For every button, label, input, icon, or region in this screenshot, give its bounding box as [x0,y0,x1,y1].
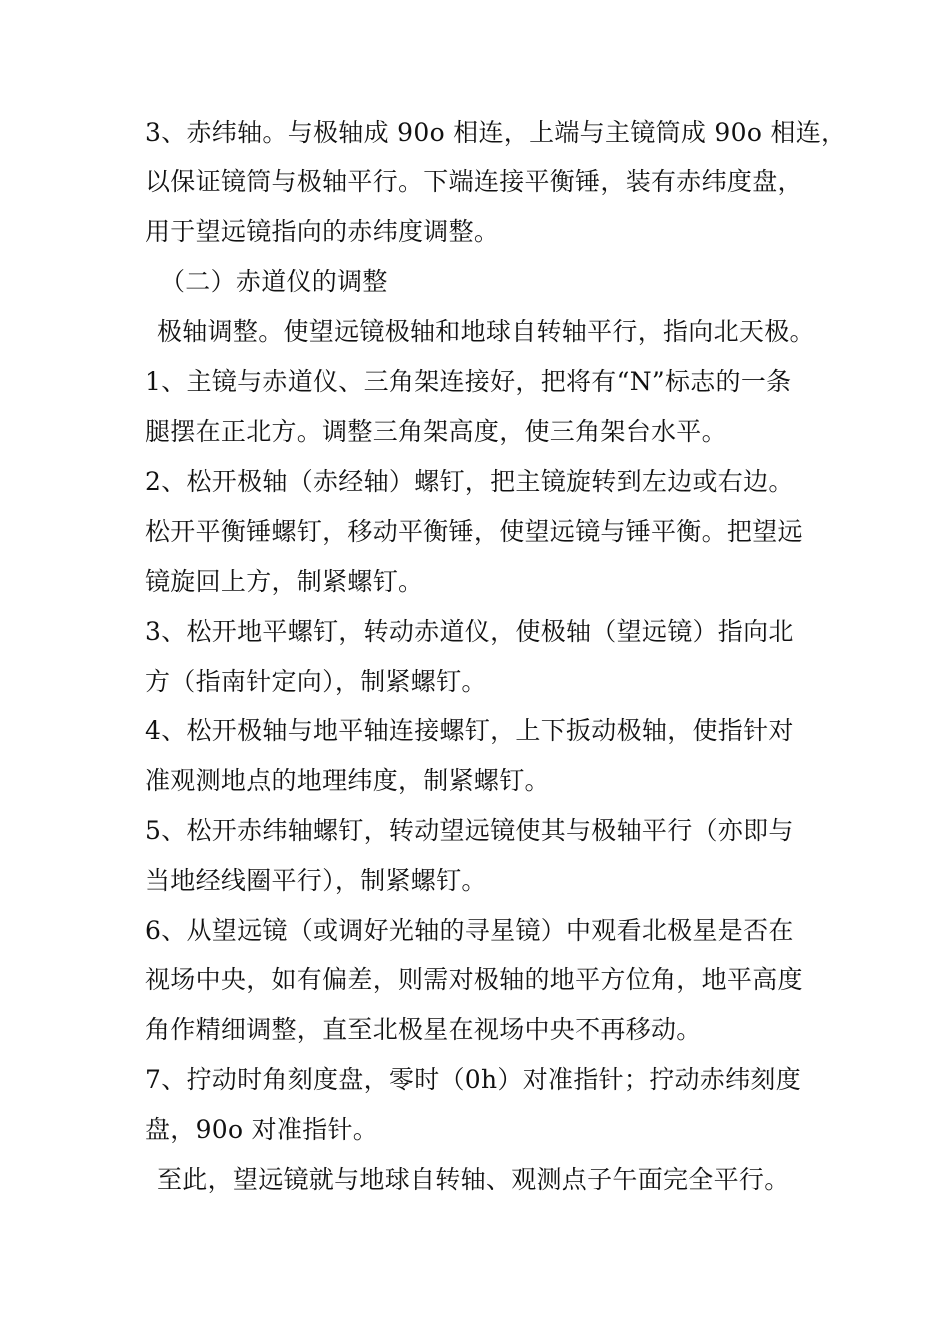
text-line-5: 极轴调整。使望远镜极轴和地球自转轴平行，指向北天极。 [157,317,815,346]
text-line-16: 当地经线圈平行），制紧螺钉。 [145,866,487,895]
text-line-9: 松开平衡锤螺钉，移动平衡锤，使望远镜与锤平衡。把望远 [145,517,803,546]
text-line-1: 3、赤纬轴。与极轴成 90o 相连，上端与主镜筒成 90o 相连， [145,118,847,147]
text-line-8: 2、松开极轴（赤经轴）螺钉，把主镜旋转到左边或右边。 [145,467,794,496]
section-heading: （二）赤道仪的调整 [160,267,388,296]
text-line-3: 用于望远镜指向的赤纬度调整。 [145,217,500,246]
text-line-12: 方（指南针定向），制紧螺钉。 [145,667,487,696]
text-line-2: 以保证镜筒与极轴平行。下端连接平衡锤，装有赤纬度盘， [145,167,803,196]
text-line-21: 盘，90o 对准指针。 [145,1115,379,1144]
text-line-6: 1、主镜与赤道仪、三角架连接好，把将有“N”标志的一条 [145,367,792,396]
text-line-11: 3、松开地平螺钉，转动赤道仪，使极轴（望远镜）指向北 [145,617,794,646]
text-line-14: 准观测地点的地理纬度，制紧螺钉。 [145,766,550,795]
text-line-18: 视场中央，如有偏差，则需对极轴的地平方位角，地平高度 [145,965,803,994]
text-line-19: 角作精细调整，直至北极星在视场中央不再移动。 [145,1015,702,1044]
text-line-13: 4、松开极轴与地平轴连接螺钉，上下扳动极轴，使指针对 [145,716,794,745]
text-line-7: 腿摆在正北方。调整三角架高度，使三角架台水平。 [145,417,727,446]
text-line-17: 6、从望远镜（或调好光轴的寻星镜）中观看北极星是否在 [145,916,794,945]
text-line-20: 7、拧动时角刻度盘，零时（0h）对准指针；拧动赤纬刻度 [145,1065,802,1094]
text-line-15: 5、松开赤纬轴螺钉，转动望远镜使其与极轴平行（亦即与 [145,816,794,845]
text-line-22: 至此，望远镜就与地球自转轴、观测点子午面完全平行。 [157,1165,790,1194]
text-line-10: 镜旋回上方，制紧螺钉。 [145,567,424,596]
